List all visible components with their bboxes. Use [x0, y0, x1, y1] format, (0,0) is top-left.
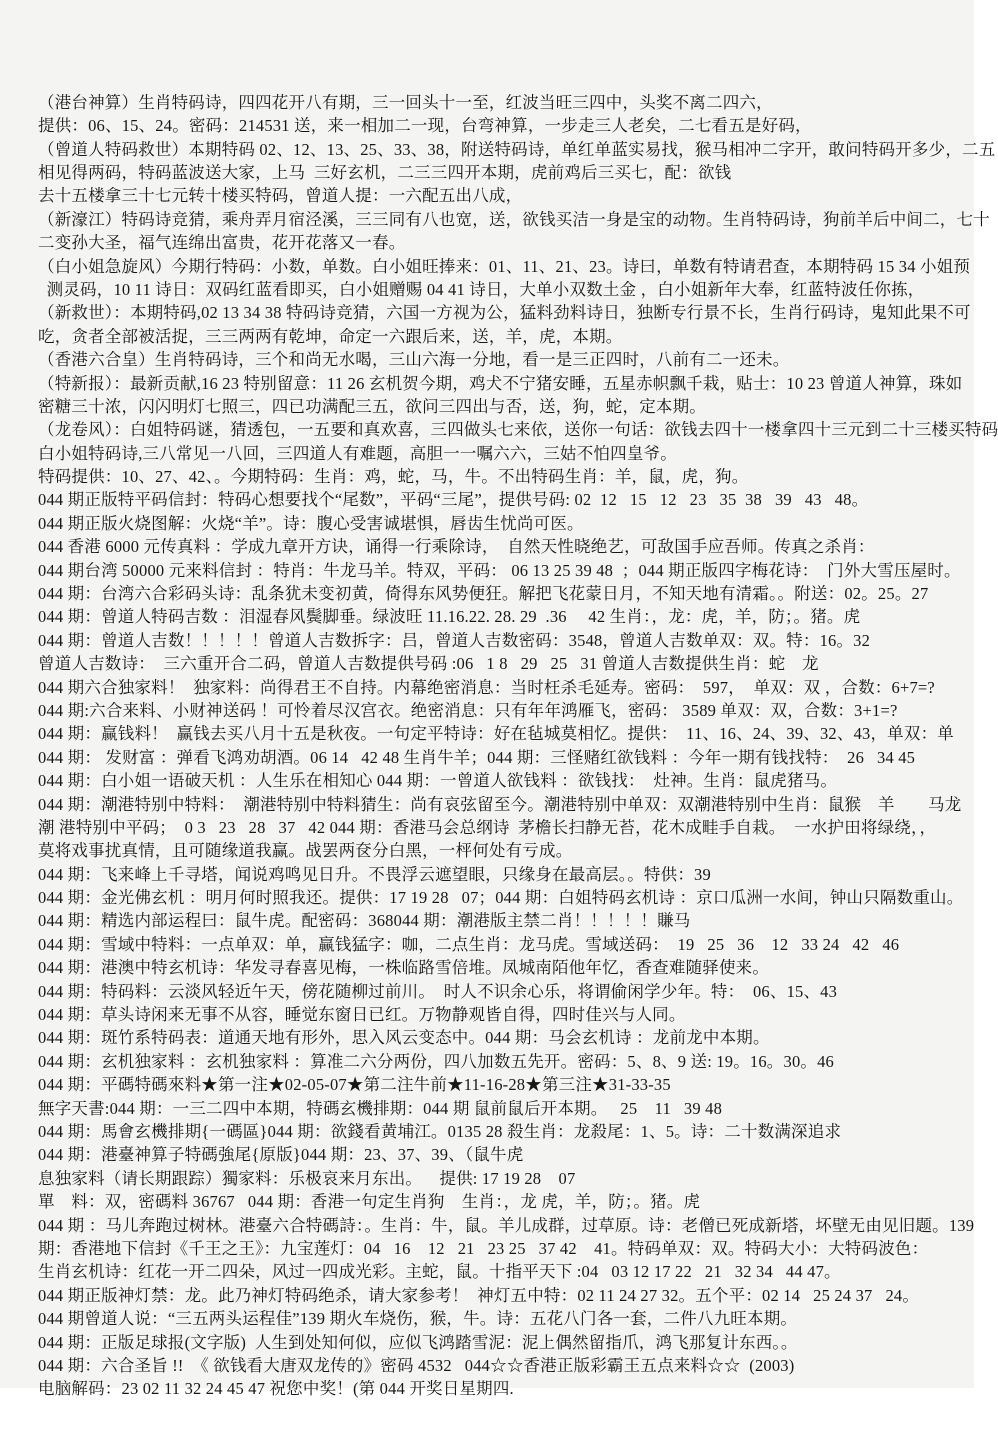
text-line: 044 期:六合来料、小财神送码 ！可怜着尽汉宫衣。绝密消息：只有年年鸿雁飞，密码： 3589 单双：双，合数：3+1=? [38, 700, 898, 720]
text-line: 044 期：曾道人吉数！！！！！曾道人吉数拆字：吕，曾道人吉数密码：3548，曾道人吉数单双：双。特：16。32 [38, 630, 871, 650]
text-line: 044 期：潮港特别中特料： 潮港特别中特料猜生：尚有哀弦留至今。潮港特别中单双：双潮港特别中生肖：鼠猴 羊 马龙 [38, 794, 962, 814]
text-line: 潮 港特别中平码； 0 3 23 28 37 42 044 期：香港马会总纲诗 茅檐长扫静无苔，花木成畦手自栽。 一水护田将绿绕，， [38, 817, 937, 837]
text-line: （香港六合皇）生肖特码诗，三个和尚无水喝，三山六海一分地，看一是三正四时，八前有二一还未。 [38, 350, 790, 370]
text-line: 莫将戏事扰真情，且可随缘道我赢。战罢两奁分白黑，一枰何处有亏成。 [38, 841, 573, 861]
text-line: 044 期：六合圣旨 !! 《 欲钱看大唐双龙传的》密码 4532 044☆☆香港正版彩霸王五点来料☆☆ (2003) [38, 1355, 795, 1375]
text-line: 去十五楼拿三十七元转十楼买特码，曾道人提：一六配五出八成， [38, 186, 523, 206]
text-line: （龙卷风）：白姐特码谜，猜透包，一五要和真欢喜，三四做头七来依，送你一句话：欲钱去四十一楼拿四十三元到二十三楼买特码 [38, 420, 998, 440]
text-line: 电脑解码：23 02 11 32 24 45 47 祝您中奖！(第 044 开奖日星期四. [38, 1379, 514, 1399]
text-line: 044 期：飞来峰上千寻塔，闻说鸡鸣见日升。不畏浮云遮望眼，只缘身在最高层。。特供：39 [38, 864, 711, 884]
text-line: 044 期：港臺神算子特碼強尾{原版}044 期：23、37、39、（鼠牛虎 [38, 1145, 524, 1165]
text-line: 曾道人吉数诗： 三六重开合二码，曾道人吉数提供号码 :06 1 8 29 25 31 曾道人吉数提供生肖：蛇 龙 [38, 654, 819, 674]
text-line: 044 期：特码料：云淡风轻近午天，傍花随柳过前川。 时人不识余心乐，将谓偷闲学少年。特： 06、15、43 [38, 981, 838, 1001]
text-line: 044 期正版特平码信封：特码心想要找个“尾数”，平码“三尾”，提供号码: 02 12 15 12 23 35 38 39 43 48。 [38, 490, 869, 510]
text-line: 044 期曾道人说：“三五两头运程佳”139 期火车烧伤，猴，牛。诗：五花八门各一套，二件八九旺本期。 [38, 1309, 798, 1329]
text-line: 044 期：玄机独家料 ：玄机独家料 ：算准二六分两份，四八加数五先开。密码：5、8、9 送: 19。16。30。46 [38, 1051, 835, 1071]
text-line: 044 期：白小姐一语破天机 ：人生乐在相知心 044 期：一曾道人欲钱料 ：欲钱找： 灶神。生肖：鼠虎猪马。 [38, 771, 838, 791]
text-line: 期：香港地下信封《千王之王》：九宝莲灯：04 16 12 21 23 25 37 42 41。特码单双：双。特码大小：大特码波色： [38, 1238, 929, 1258]
text-line: 044 期：雪域中特料：一点单双：单，赢钱猛字：咖，二点生肖：龙马虎。雪域送码： 19 25 36 12 33 24 42 46 [38, 934, 900, 954]
text-line: 044 期台湾 50000 元来料信封 ：特肖：牛龙马羊。特双，平码： 06 13 25 39 48 ；044 期正版四字梅花诗： 门外大雪压屋时。 [38, 560, 961, 580]
text-line: 特码提供：10、27、42、。今期特码：生肖：鸡，蛇，马，牛。不出特码生肖：羊，鼠，虎，狗。 [38, 467, 749, 487]
text-line: 044 期：平碼特碼來料★第一注★02-05-07★第二注牛前★11-16-28★第三注★31-33-35 [38, 1075, 671, 1095]
text-line: 吃，贪者全部被活捉，三三两两有乾坤，命定一六跟后来，送，羊，虎，本期。 [38, 326, 623, 346]
text-line: （新救世）：本期特码,02 13 34 38 特码诗竞猜，六国一方视为公，猛料劲料诗日，独断专行景不长，生肖行码诗，鬼知此果不可 [38, 303, 971, 323]
tipsheet-text-block [38, 44, 998, 1448]
text-line: 044 期：台湾六合彩码头诗：乱条犹未变初黄，倚得东风势便狂。解把飞花蒙日月，不知天地有清霜。。附送：02。25。27 [38, 584, 929, 604]
text-line: 044 期： 发财富 ：弹看飞鸿劝胡酒。06 14 42 48 生肖牛羊；044 期：三怪赌红欲钱料 ：今年一期有钱找特： 26 34 45 [38, 747, 916, 767]
text-line: 044 期六合独家料！ 独家料：尚得君王不自持。内幕绝密消息：当时枉杀毛延寿。密码： 597， 单双：双 ，合数：6+7=? [38, 677, 935, 697]
text-line: 044 期：曾道人特码吉数 ：泪湿春风鬓脚垂。绿波旺 11.16.22. 28. 29 .36 42 生肖：，龙：虎，羊，防；。猪。虎 [38, 607, 861, 627]
text-line: 044 期：精选内部运程曰：鼠牛虎。配密码：368044 期：潮港版主禁二肖！！！！！賺马 [38, 911, 691, 931]
text-line: 息独家料（请长期跟踪）獨家料：乐极哀来月东出。 提供: 17 19 28 07 [38, 1168, 576, 1188]
text-line: （港台神算）生肖特码诗，四四花开八有期，三一回头十一至，红波当旺三四中，头奖不离二四六， [38, 92, 773, 112]
text-line: 044 期 ：马儿奔跑过树林。港臺六合特碼詩：。生肖：牛，鼠。羊儿成群，过草原。诗：老僧已死成新塔，坏壁无由见旧题。139 [38, 1215, 975, 1235]
text-line: 044 期：草头诗闲来无事不从容，睡觉东窗日已红。万物静观皆自得，四时佳兴与人同。 [38, 1005, 686, 1025]
text-line: 044 期：正版足球报(文字版) 人生到处知何似，应似飞鸿踏雪泥：泥上偶然留指爪，鸿飞那复计东西。。 [38, 1332, 798, 1352]
text-line: 测灵码，10 11 诗日：双码红蓝看即买，白小姐赠赐 04 41 诗日，大单小双数土金 ，白小姐新年大奉，红蓝特波任你拣， [38, 279, 925, 299]
text-line: 044 期正版神灯禁：龙。此乃神灯特码绝杀，请大家参考！ 神灯五中特：02 11 24 27 32。五个平：02 14 25 24 37 24。 [38, 1285, 920, 1305]
text-line: （白小姐急旋风）今期行特码：小数，单数。白小姐旺捧来：01、11、21、23。诗曰，单数有特请君查，本期特码 15 34 小姐预 [38, 256, 971, 276]
text-line: （新濠江）特码诗竞猜，乘舟弄月宿泾溪，三三同有八也宽，送，欲钱买洁一身是宝的动物。生肖特码诗，狗前羊后中间二，七十 [38, 209, 990, 229]
text-line: 044 期：赢钱料！ 赢钱去买八月十五是秋夜。一句定平特诗：好在毡城莫相忆。提供： 11、16、24、39、32、43，单双：单 [38, 724, 954, 744]
text-line: 白小姐特码诗,三八常见一八回，三四道人有难题，高胆一一嘱六六，三姑不怕四皇爷。 [38, 443, 677, 463]
text-line: 密糖三十浓，闪闪明灯七照三，四已功满配三五，欲问三四出与否，送，狗，蛇，定本期。 [38, 396, 706, 416]
text-line: 無字天書:044 期：一三二四中本期，特碼玄機排期：044 期 鼠前鼠后开本期。 25 11 39 48 [38, 1098, 723, 1118]
text-line: （特新报）：最新贡献,16 23 特别留意：11 26 玄机贺今期，鸡犬不宁猪安睡，五星赤帜飘千栽，贴士：10 23 曾道人神算，珠如 [38, 373, 963, 393]
text-line: （曾道人特码救世）本期特码 02、12、13、25、33、38，附送特码诗，单红单蓝实易找，猴马相冲二字开，敢问特码开多少，二五 [38, 139, 996, 159]
text-line: 044 期：馬會玄機排期{一碼區}044 期：欲錢看黄埔江。0135 28 殺生肖：龙殺尾：1、5。诗：二十数满深追求 [38, 1122, 842, 1141]
text-line: 044 期：金光佛玄机 ：明月何时照我还。提供：17 19 28 07；044 期：白姐特码玄机诗 ：京口瓜洲一水间，钟山只隔数重山。 [38, 888, 964, 908]
text-line: 生肖玄机诗：红花一开二四朵，风过一四成光彩。主蛇，鼠。十指平天下 :04 03 12 17 22 21 32 34 44 47。 [38, 1262, 841, 1282]
text-line: 提供：06、15、24。密码：214531 送，来一相加二一现，台弯神算，一步走三人老矣，二七看五是好码， [38, 116, 812, 136]
text-line: 二变孙大圣，福气连绵出富贵，花开花落又一春。 [38, 233, 406, 253]
text-line: 相见得两码，特码蓝波送大家，上马 三好玄机，二三三四开本期，虎前鸡后三买七，配：欲钱 [38, 162, 732, 182]
text-line: 044 期正版火烧图解：火烧“羊”。诗：腹心受害诚堪惧，唇齿生忧尚可医。 [38, 513, 584, 533]
text-line: 044 期：斑竹系特码表：道通天地有形外，思入风云变态中。044 期：马会玄机诗 ：龙前龙中本期。 [38, 1028, 770, 1048]
text-line: 044 期：港澳中特玄机诗：华发寻春喜见梅，一株临路雪倍堆。凤城南陌他年忆，香查难随驿使来。 [38, 958, 770, 978]
text-line: 單 料：双，密碼料 36767 044 期：香港一句定生肖狗 生肖：，龙 虎，羊，防；。猪。虎 [38, 1192, 701, 1212]
text-line: 044 香港 6000 元传真料 ：学成九章开方诀，诵得一行乘除诗， 自然天性晓绝艺，可敌国手应吾师。传真之杀肖： [38, 537, 875, 557]
